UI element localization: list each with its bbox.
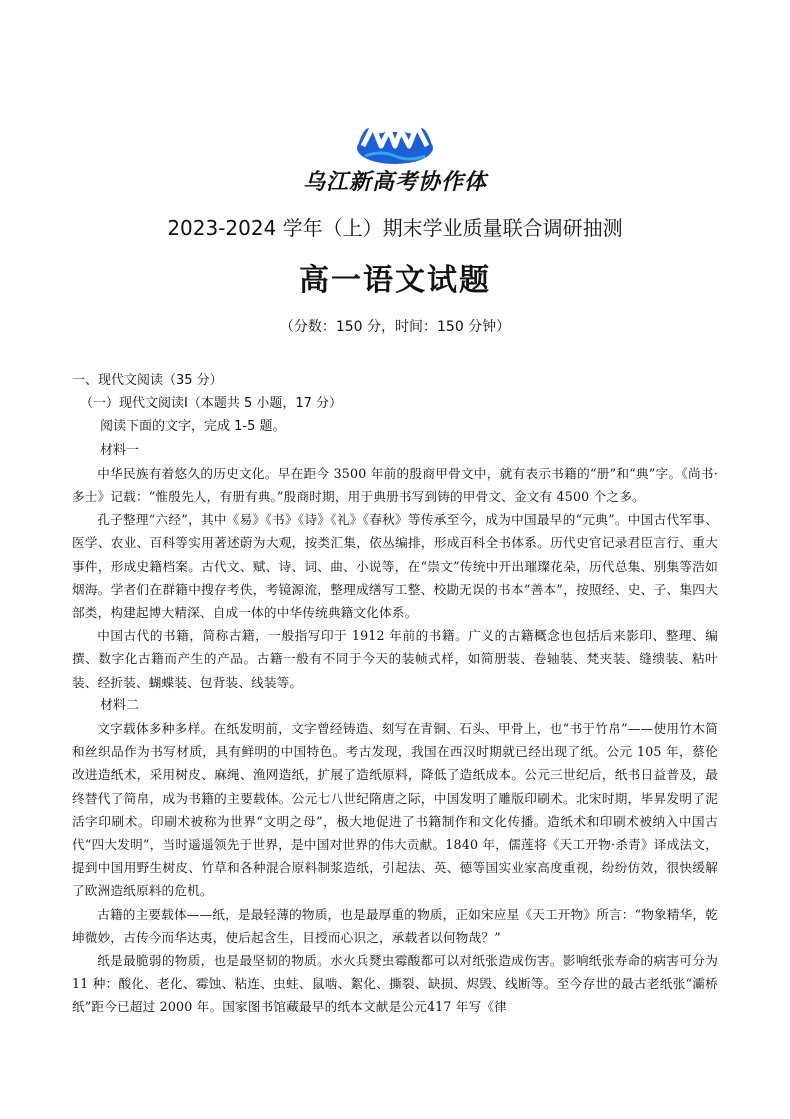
material-1-paragraph: 中国古代的书籍，简称古籍，一般指写印于 1912 年前的书籍。广义的古籍概念也包括后来影印、整理、编撰、数字化古籍而产生的产品。古籍一般有不同于今天的装帧式样，如简册装、卷轴装、梵夹装、缝缋装、粘叶装、经折装、蝴蝶装、包背装、线装等。	[72, 628, 718, 690]
brand-name: 乌江新高考协作体	[302, 170, 487, 195]
section-heading: 一、现代文阅读（35 分）	[72, 373, 223, 388]
exam-content	[72, 369, 718, 1019]
scoring-info: （分数：150 分，时间：150 分钟）	[279, 319, 511, 335]
material-2-paragraph: 纸是最脆弱的物质，也是最坚韧的物质。水火兵燹虫霉酸都可以对纸张造成伤害。影响纸张寿命的病害可分为 11 种：酸化、老化、霉蚀、粘连、虫蛀、鼠啮、絮化、撕裂、缺损、烬毁、线断等。至今存世的最古老纸张“灞桥纸”距今已超过 2000 年。国家图书馆藏最早的纸本文献是公元417 年写《律	[72, 953, 718, 1015]
page-title: 高一语文试题	[299, 263, 491, 298]
logo-icon	[355, 112, 435, 166]
material-1-label: 材料一	[100, 442, 140, 458]
material-1-paragraph: 中华民族有着悠久的历史文化。早在距今 3500 年前的殷商甲骨文中，就有表示书籍的“册”和“典”字。《尚书·多士》记载：“惟殷先人，有册有典。”殷商时期，用于典册书写到铸的甲骨文、金文有 4500 个之多。	[72, 465, 718, 505]
material-2-paragraph: 文字载体多种多样。在纸发明前，文字曾经铸造、刻写在青铜、石头、甲骨上，也“书于竹帛”——使用竹木简和丝织品作为书写材质，具有鲜明的中国特色。考古发现，我国在西汉时期就已经出现了纸。公元 105 年，蔡伦改进造纸术，采用树皮、麻绳、渔网造纸，扩展了造纸原料，降低了造纸成本。公元三世纪后，纸书日益普及，最终替代了简帛，成为书籍的主要载体。公元七八世纪隋唐之际，中国发明了雕版印刷术。北宋时期，毕昇发明了泥活字印刷术。印刷术被称为世界“文明之母”，极大地促进了书籍制作和文化传播。造纸术和印刷术被纳入中国古代“四大发明”，当时遥遥领先于世界，是中国对世界的伟大贡献。1840 年，儒莲将《天工开物·杀青》译成法文，提到中国用野生树皮、竹草和各种混合原料制浆造纸，引起法、英、德等国实业家高度重视，纷纷仿效，很快缓解了欧洲造纸原料的危机。	[72, 721, 718, 899]
exam-subtitle: 2023-2024 学年（上）期末学业质量联合调研抽测	[167, 216, 623, 240]
section-subheading: （一）现代文阅读Ⅰ（本题共 5 小题，17 分）	[80, 396, 343, 412]
material-1-paragraph: 孔子整理“六经”，其中《易》《书》《诗》《礼》《春秋》等传承至今，成为中国最早的“元典”。中国古代军事、医学、农业、百科等实用著述蔚为大观，按类汇集，依丛编排，形成百科全书体系。历代史官记录君臣言行、重大事件，形成史籍档案。古代文、赋、诗、词、曲、小说等，在“崇文”传统中开出璀璨花朵，历代总集、别集等浩如烟海。学者们在群籍中搜存考佚，考镜源流，整理成缮写工整、校勘无误的书本“善本”，按照经、史、子、集四大部类，构建起博大精深、自成一体的中华传统典籍文化体系。	[72, 512, 718, 621]
material-2-label: 材料二	[100, 697, 140, 713]
material-2-paragraph: 古籍的主要载体——纸，是最轻薄的物质，也是最厚重的物质，正如宋应星《天工开物》所言：“物象精华，乾坤微妙，古传今而华达夷，使后起含生，目授而心识之，承载者以何物哉？”	[72, 906, 718, 945]
instruction: 阅读下面的文字，完成 1-5 题。	[100, 419, 286, 435]
